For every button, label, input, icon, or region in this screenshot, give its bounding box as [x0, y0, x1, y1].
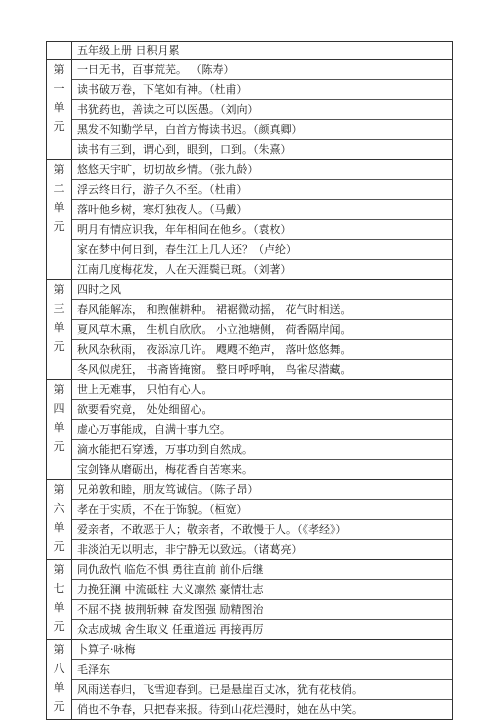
unit-label-cell [47, 480, 72, 560]
unit-row [47, 160, 453, 280]
unit-label-char: 单 [53, 601, 65, 614]
content-line: 滴水能把石穿透，万事功到自然成。 [72, 440, 452, 460]
unit-label-char: 七 [53, 582, 65, 595]
content-line: 书犹药也，善读之可以医愚。（刘向） [72, 100, 452, 120]
unit-label [47, 280, 71, 356]
content-line: 毛泽东 [72, 660, 452, 680]
content-line: 非淡泊无以明志，非宁静无以致远。（诸葛亮） [77, 543, 303, 556]
content-line: 兄弟敦和睦，朋友笃诚信。（陈子昂） [72, 480, 452, 500]
unit-row [47, 60, 453, 160]
content-line: 江南几度梅花发，人在天涯鬓已斑。（刘著） [77, 263, 292, 276]
content-line: 风雨送春归，飞雪迎春到。已是悬崖百丈冰，犹有花枝俏。 [72, 680, 452, 700]
content-line: 家在梦中何日到，春生江上几人还？（卢纶） [72, 240, 452, 260]
unit-label-char: 元 [53, 340, 65, 353]
unit-label [47, 640, 71, 716]
unit-label-char: 单 [53, 201, 65, 214]
unit-content-cell [72, 380, 453, 480]
unit-label-char: 单 [53, 681, 65, 694]
unit-label-char: 元 [53, 700, 65, 713]
unit-label-cell [47, 560, 72, 640]
unit-content-cell [72, 60, 453, 160]
title-row [47, 42, 453, 60]
unit-row [47, 640, 453, 720]
unit-label [47, 60, 71, 136]
unit-label-char: 三 [53, 302, 65, 315]
content-line: 孝在于实质，不在于饰貌。（桓宽） [72, 500, 452, 520]
unit-label-char: 元 [53, 220, 65, 233]
unit-content-cell [72, 640, 453, 720]
unit-row [47, 560, 453, 640]
title-blank-cell [47, 42, 72, 60]
title-cell [72, 42, 453, 60]
content-line: 宝剑锋从磨砺出，梅花香自苦寒来。 [77, 463, 253, 476]
unit-label-char: 元 [53, 620, 65, 633]
content-line: 春风能解冻， 和煦催耕种。 裙裾微动摇， 花气时相送。 [72, 300, 452, 320]
unit-label-char: 元 [53, 540, 65, 553]
unit-label-cell [47, 380, 72, 480]
content-line: 同仇敌忾 临危不惧 勇往直前 前仆后继 [72, 560, 452, 580]
unit-label-char: 单 [53, 101, 65, 114]
unit-label [47, 380, 71, 456]
content-line: 浮云终日行，游子久不至。（杜甫） [72, 180, 452, 200]
unit-row [47, 280, 453, 380]
unit-label-char: 元 [53, 440, 65, 453]
unit-label-char: 六 [53, 502, 65, 515]
unit-label [47, 160, 71, 236]
unit-row [47, 480, 453, 560]
content-line: 爱亲者，不敢恶于人；敬亲者，不敢慢于人。（《孝经》） [72, 520, 452, 540]
content-line: 悠悠天宇旷，切切故乡情。（张九龄） [72, 160, 452, 180]
content-line: 落叶他乡树，寒灯独夜人。（马戴） [72, 200, 452, 220]
unit-label-char: 单 [53, 521, 65, 534]
unit-label-char: 第 [53, 643, 65, 656]
unit-content-cell [72, 160, 453, 280]
content-line: 黑发不知勤学早，白首方悔读书迟。（颜真卿） [72, 120, 452, 140]
content-line: 俏也不争春，只把春来报。待到山花烂漫时，她在丛中笑。 [77, 703, 363, 716]
content-line: 读书有三到，谓心到，眼到，口到。（朱熹） [77, 143, 292, 156]
content-line: 冬风似虎狂， 书斋皆掩窗。 整日呼呼响， 鸟雀尽潜藏。 [77, 363, 352, 376]
unit-label-char: 四 [53, 402, 65, 415]
content-line: 卜算子·咏梅 [72, 640, 452, 660]
page-title: 五年级上册 日积月累 [77, 44, 180, 57]
content-line: 一日无书，百事荒芜。 （陈寿） [72, 60, 452, 80]
unit-content-cell [72, 280, 453, 380]
unit-label-char: 第 [53, 283, 65, 296]
content-line: 不屈不挠 披荆斩棘 奋发图强 励精图治 [72, 600, 452, 620]
content-line: 明月有情应识我，年年相间在他乡。（袁枚） [72, 220, 452, 240]
content-line: 虚心万事能成，自满十事九空。 [72, 420, 452, 440]
unit-label-char: 八 [53, 662, 65, 675]
content-line: 欲要看究竟， 处处细留心。 [72, 400, 452, 420]
unit-label-char: 第 [53, 63, 65, 76]
unit-label [47, 560, 71, 636]
unit-content-cell [72, 480, 453, 560]
unit-label-char: 第 [53, 563, 65, 576]
content-line: 众志成城 舍生取义 任重道远 再接再厉 [77, 623, 264, 636]
unit-label [47, 480, 71, 556]
unit-label-char: 单 [53, 421, 65, 434]
unit-label-cell [47, 280, 72, 380]
unit-label-cell [47, 60, 72, 160]
accumulation-table [46, 41, 453, 720]
content-line: 世上无难事， 只怕有心人。 [72, 380, 452, 400]
unit-content-cell [72, 560, 453, 640]
content-line: 秋风杂秋雨， 夜添凉几许。 飕飕不绝声， 落叶悠悠舞。 [72, 340, 452, 360]
unit-label-cell [47, 640, 72, 720]
content-line: 力挽狂澜 中流砥柱 大义凛然 豪情壮志 [72, 580, 452, 600]
content-line: 读书破万卷，下笔如有神。（杜甫） [72, 80, 452, 100]
content-line: 四时之风 [72, 280, 452, 300]
unit-label-char: 第 [53, 483, 65, 496]
unit-label-char: 第 [53, 383, 65, 396]
content-line: 夏风草木熏， 生机自欣欣。 小立池塘侧， 荷香隔岸闻。 [72, 320, 452, 340]
unit-label-char: 元 [53, 120, 65, 133]
unit-label-cell [47, 160, 72, 280]
unit-label-char: 单 [53, 321, 65, 334]
unit-row [47, 380, 453, 480]
unit-label-char: 一 [53, 82, 65, 95]
unit-label-char: 第 [53, 163, 65, 176]
unit-label-char: 二 [53, 182, 65, 195]
